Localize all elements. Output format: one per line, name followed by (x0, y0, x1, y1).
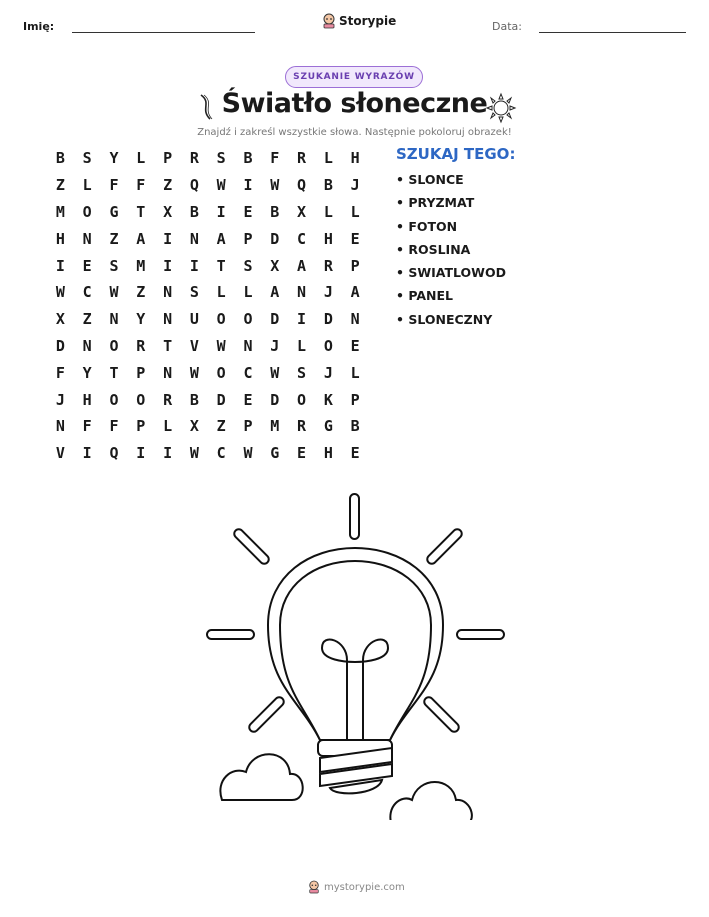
grid-cell[interactable]: L (216, 283, 226, 302)
grid-cell[interactable]: Y (82, 363, 92, 382)
grid-cell[interactable]: W (55, 283, 65, 302)
word-list-item: • FOTON (396, 218, 458, 234)
grid-cell[interactable]: A (297, 256, 307, 275)
grid-cell[interactable]: W (243, 444, 253, 463)
grid-cell[interactable]: N (109, 310, 119, 329)
grid-cell[interactable]: M (270, 417, 280, 436)
grid-cell[interactable]: D (270, 310, 280, 329)
grid-cell[interactable]: A (350, 283, 360, 302)
storypie-mascot-icon (308, 880, 320, 894)
instructions: Znajdź i zakreśl wszystkie słowa. Następnie pokoloruj obrazek! (197, 127, 512, 138)
grid-cell[interactable]: M (136, 256, 146, 275)
grid-cell[interactable]: X (297, 202, 307, 221)
grid-cell[interactable]: M (55, 202, 65, 221)
grid-cell[interactable]: X (55, 310, 65, 329)
grid-cell[interactable]: U (189, 310, 199, 329)
sun-icon (484, 92, 518, 124)
grid-cell[interactable]: P (243, 417, 253, 436)
grid-cell[interactable]: F (109, 176, 119, 195)
grid-cell[interactable]: L (136, 149, 146, 168)
grid-cell[interactable]: E (82, 256, 92, 275)
grid-cell[interactable]: D (270, 390, 280, 409)
word-list-item: • PANEL (396, 288, 453, 304)
date-label: Data: (492, 20, 522, 33)
page-title: Światło słoneczne (221, 88, 488, 119)
grid-cell[interactable]: E (297, 444, 307, 463)
grid-cell[interactable]: F (136, 176, 146, 195)
word-list-item: • ROSLINA (396, 241, 471, 257)
grid-cell[interactable]: O (297, 390, 307, 409)
grid-cell[interactable]: C (82, 283, 92, 302)
date-input-line[interactable] (539, 32, 686, 33)
word-list (396, 172, 506, 335)
grid-cell[interactable]: B (243, 149, 253, 168)
grid-cell[interactable]: F (109, 417, 119, 436)
grid-cell[interactable]: Q (189, 176, 199, 195)
grid-cell[interactable]: I (297, 310, 307, 329)
grid-cell[interactable]: H (323, 229, 333, 248)
name-input-line[interactable] (72, 32, 255, 33)
grid-cell[interactable]: S (82, 149, 92, 168)
grid-cell[interactable]: Q (297, 176, 307, 195)
grid-cell[interactable]: Z (136, 283, 146, 302)
grid-cell[interactable]: W (270, 176, 280, 195)
grid-cell[interactable]: R (136, 336, 146, 355)
grid-cell[interactable]: E (350, 336, 360, 355)
grid-cell[interactable]: O (109, 390, 119, 409)
grid-cell[interactable]: P (136, 363, 146, 382)
grid-cell[interactable]: S (216, 149, 226, 168)
grid-cell[interactable]: B (189, 390, 199, 409)
grid-cell[interactable]: P (243, 229, 253, 248)
grid-cell[interactable]: Y (109, 149, 119, 168)
grid-cell[interactable]: B (270, 202, 280, 221)
grid-cell[interactable]: I (216, 202, 226, 221)
grid-cell[interactable]: X (270, 256, 280, 275)
grid-cell[interactable]: H (350, 149, 360, 168)
grid-cell[interactable]: B (55, 149, 65, 168)
grid-cell[interactable]: R (189, 149, 199, 168)
grid-cell[interactable]: P (350, 256, 360, 275)
grid-cell[interactable]: I (163, 256, 173, 275)
grid-cell[interactable]: C (216, 444, 226, 463)
grid-cell[interactable]: O (82, 202, 92, 221)
grid-cell[interactable]: N (297, 283, 307, 302)
grid-cell[interactable]: Y (136, 310, 146, 329)
grid-cell[interactable]: G (270, 444, 280, 463)
grid-cell[interactable]: T (163, 336, 173, 355)
grid-cell[interactable]: W (216, 176, 226, 195)
grid-cell[interactable]: R (163, 390, 173, 409)
brand-logo (322, 13, 396, 29)
grid-cell[interactable]: O (216, 310, 226, 329)
grid-cell[interactable]: F (82, 417, 92, 436)
grid-cell[interactable]: Q (109, 444, 119, 463)
grid-cell[interactable]: L (297, 336, 307, 355)
grid-cell[interactable]: Z (109, 229, 119, 248)
grid-cell[interactable]: L (82, 176, 92, 195)
grid-cell[interactable]: B (350, 417, 360, 436)
grid-cell[interactable]: P (163, 149, 173, 168)
brand-name: Storypie (339, 14, 397, 28)
grid-cell[interactable]: R (297, 417, 307, 436)
grid-cell[interactable]: J (323, 363, 333, 382)
grid-cell[interactable]: D (323, 310, 333, 329)
grid-cell[interactable]: N (163, 363, 173, 382)
word-search-grid[interactable] (47, 145, 369, 467)
grid-cell[interactable]: V (189, 336, 199, 355)
grid-cell[interactable]: L (163, 417, 173, 436)
word-list-title: SZUKAJ TEGO: (396, 145, 516, 163)
grid-cell[interactable]: N (189, 229, 199, 248)
grid-cell[interactable]: C (297, 229, 307, 248)
grid-cell[interactable]: J (270, 336, 280, 355)
grid-cell[interactable]: N (243, 336, 253, 355)
grid-cell[interactable]: R (323, 256, 333, 275)
grid-cell[interactable]: F (55, 363, 65, 382)
grid-cell[interactable]: J (55, 390, 65, 409)
grid-cell[interactable]: O (243, 310, 253, 329)
grid-cell[interactable]: N (82, 336, 92, 355)
grid-cell[interactable]: W (189, 444, 199, 463)
grid-cell[interactable]: I (82, 444, 92, 463)
grid-cell[interactable]: N (55, 417, 65, 436)
grid-cell[interactable]: A (136, 229, 146, 248)
grid-cell[interactable]: W (189, 363, 199, 382)
grid-cell[interactable]: D (270, 229, 280, 248)
grid-cell[interactable]: E (350, 229, 360, 248)
footer-url: mystorypie.com (324, 881, 405, 893)
grid-cell[interactable]: B (189, 202, 199, 221)
grid-cell[interactable]: L (323, 202, 333, 221)
grid-cell[interactable]: A (216, 229, 226, 248)
grid-cell[interactable]: E (243, 202, 253, 221)
grid-cell[interactable]: H (55, 229, 65, 248)
grid-cell[interactable]: P (350, 390, 360, 409)
word-list-item: • SLONECZNY (396, 311, 493, 327)
grid-cell[interactable]: O (216, 363, 226, 382)
footer (308, 880, 405, 894)
grid-cell[interactable]: I (243, 176, 253, 195)
grid-cell[interactable]: T (136, 202, 146, 221)
grid-cell[interactable]: W (109, 283, 119, 302)
grid-cell[interactable]: D (216, 390, 226, 409)
grid-cell[interactable]: E (350, 444, 360, 463)
category-badge: SZUKANIE WYRAZÓW (285, 66, 423, 88)
grid-cell[interactable]: I (163, 229, 173, 248)
grid-cell[interactable]: R (297, 149, 307, 168)
grid-cell[interactable]: N (82, 229, 92, 248)
grid-cell[interactable]: T (216, 256, 226, 275)
grid-cell[interactable]: E (243, 390, 253, 409)
grid-cell[interactable]: G (109, 202, 119, 221)
grid-cell[interactable]: K (323, 390, 333, 409)
grid-cell[interactable]: S (109, 256, 119, 275)
grid-cell[interactable]: W (216, 336, 226, 355)
grid-cell[interactable]: S (189, 283, 199, 302)
grid-cell[interactable]: W (270, 363, 280, 382)
word-list-item: • PRYZMAT (396, 195, 475, 211)
grid-cell[interactable]: V (55, 444, 65, 463)
grid-cell[interactable]: L (350, 363, 360, 382)
grid-cell[interactable]: J (350, 176, 360, 195)
grid-cell[interactable]: O (323, 336, 333, 355)
grid-cell[interactable]: O (136, 390, 146, 409)
grid-cell[interactable]: I (189, 256, 199, 275)
grid-cell[interactable]: S (243, 256, 253, 275)
grid-cell[interactable]: S (297, 363, 307, 382)
grid-cell[interactable]: N (163, 310, 173, 329)
word-list-item: • SWIATLOWOD (396, 265, 506, 281)
grid-cell[interactable]: P (136, 417, 146, 436)
grid-cell[interactable]: Z (55, 176, 65, 195)
grid-cell[interactable]: B (323, 176, 333, 195)
grid-cell[interactable]: H (323, 444, 333, 463)
grid-cell[interactable]: I (163, 444, 173, 463)
grid-cell[interactable]: O (109, 336, 119, 355)
grid-cell[interactable]: N (350, 310, 360, 329)
grid-cell[interactable]: C (243, 363, 253, 382)
grid-cell[interactable]: D (55, 336, 65, 355)
grid-cell[interactable]: X (163, 202, 173, 221)
storypie-mascot-icon (322, 13, 336, 29)
grid-cell[interactable]: G (323, 417, 333, 436)
grid-cell[interactable]: F (270, 149, 280, 168)
name-label: Imię: (23, 20, 55, 33)
grid-cell[interactable]: X (189, 417, 199, 436)
grid-cell[interactable]: L (243, 283, 253, 302)
lightbulb-with-clouds-coloring-icon[interactable] (200, 490, 510, 820)
grid-cell[interactable]: L (323, 149, 333, 168)
grid-cell[interactable]: N (163, 283, 173, 302)
grid-cell[interactable]: I (136, 444, 146, 463)
grid-cell[interactable]: Z (216, 417, 226, 436)
grid-cell[interactable]: T (109, 363, 119, 382)
grid-cell[interactable]: Z (82, 310, 92, 329)
grid-cell[interactable]: A (270, 283, 280, 302)
grid-cell[interactable]: L (350, 202, 360, 221)
grid-cell[interactable]: H (82, 390, 92, 409)
grid-cell[interactable]: J (323, 283, 333, 302)
grid-cell[interactable]: Z (163, 176, 173, 195)
word-list-item: • SLONCE (396, 172, 464, 187)
grid-cell[interactable]: I (55, 256, 65, 275)
